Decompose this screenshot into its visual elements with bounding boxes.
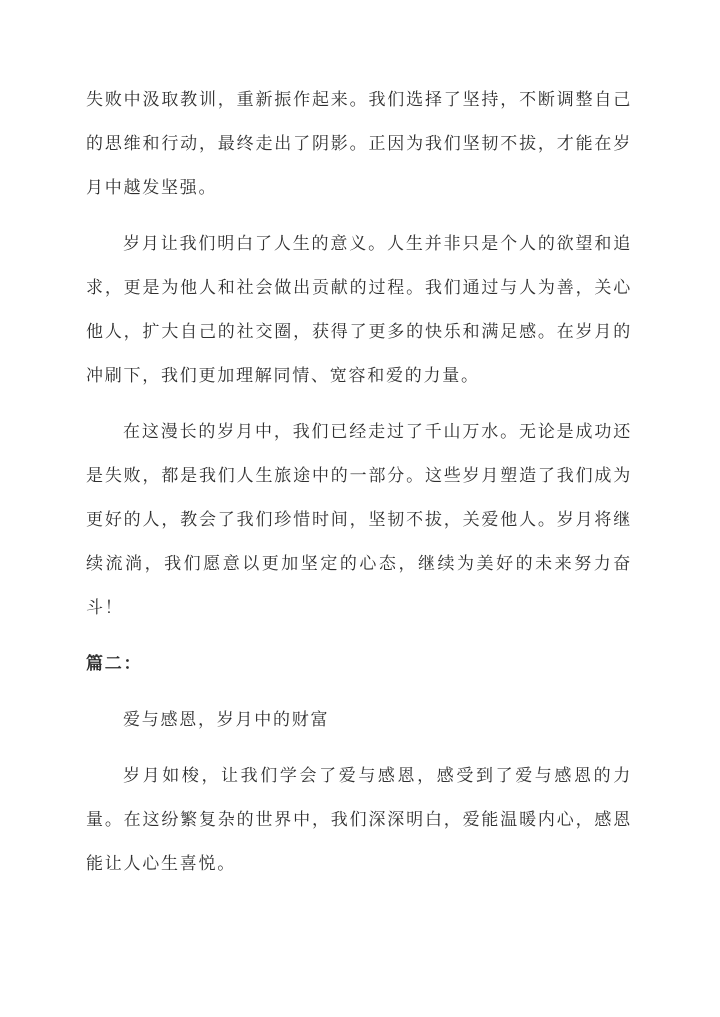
page-content — [86, 78, 632, 886]
essay-subtitle-love-gratitude: 爱与感恩，岁月中的财富 — [123, 710, 330, 729]
paragraph-love-gratitude: 岁月如梭，让我们学会了爱与感恩，感受到了爱与感恩的力量。在这纷繁复杂的世界中，我们深深明白，爱能温暖内心，感恩能让人心生喜悦。 — [86, 766, 632, 873]
paragraph-resilience-continuation: 失败中汲取教训，重新振作起来。我们选择了坚持，不断调整自己的思维和行动，最终走出了阴影。正因为我们坚韧不拔，才能在岁月中越发坚强。 — [86, 90, 632, 197]
paragraph-long-years: 在这漫长的岁月中，我们已经走过了千山万水。无论是成功还是失败，都是我们人生旅途中的一部分。这些岁月塑造了我们成为更好的人，教会了我们珍惜时间，坚韧不拔，关爱他人。岁月将继续流淌，我们愿意以更加坚定的心态，继续为美好的未来努力奋斗！ — [86, 422, 632, 617]
section-heading-part-two: 篇二： — [86, 654, 143, 673]
paragraph-meaning-of-life: 岁月让我们明白了人生的意义。人生并非只是个人的欲望和追求，更是为他人和社会做出贡献的过程。我们通过与人为善，关心他人，扩大自己的社交圈，获得了更多的快乐和满足感。在岁月的冲刷下，我们更加理解同情、宽容和爱的力量。 — [86, 234, 632, 385]
